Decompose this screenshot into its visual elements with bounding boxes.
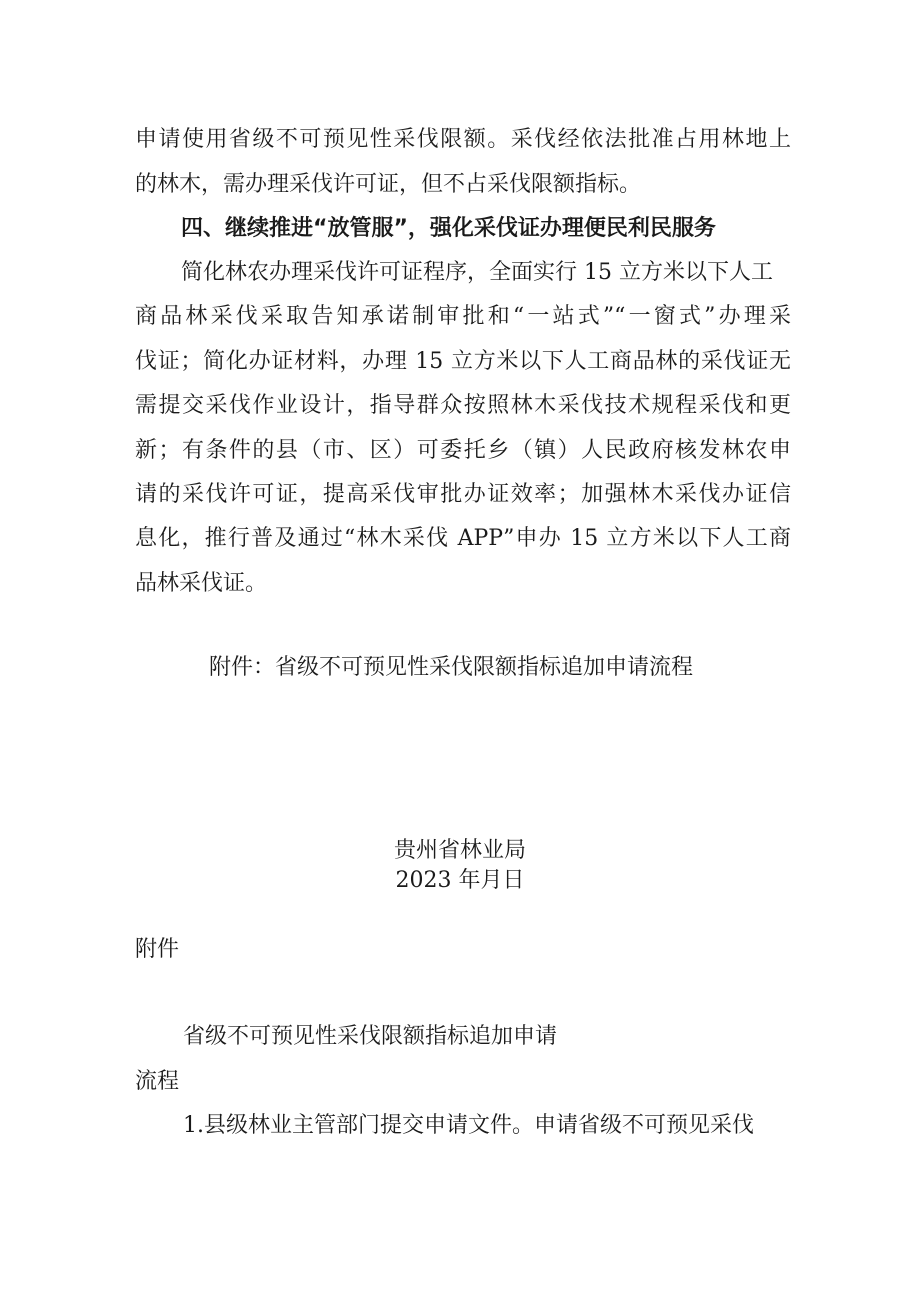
attachment-title: 省级不可预见性采伐限额指标追加申请 [183,1024,558,1049]
paragraph-line: 申请使用省级不可预见性采伐限额。采伐经依法批准占用林地上 [135,127,791,152]
paragraph-line: 伐证；简化办证材料，办理 15 立方米以下人工商品林的采伐证无 [135,349,791,374]
paragraph-line: 的林木，需办理采伐许可证，但不占采伐限额指标。 [135,172,642,197]
attachment-title-cont: 流程 [135,1069,180,1094]
paragraph-line: 息化，推行普及通过“林木采伐 APP”申办 15 立方米以下人工商 [135,526,791,551]
paragraph-line: 请的采伐许可证，提高采伐审批办证效率；加强林木采伐办证信 [135,482,791,507]
paragraph-line: 简化林农办理采伐许可证程序，全面实行 15 立方米以下人工 [181,260,773,285]
paragraph-line: 新；有条件的县（市、区）可委托乡（镇）人民政府核发林农申 [135,438,791,463]
section-heading: 四、继续推进“放管服”，强化采伐证办理便民利民服务 [181,216,716,241]
paragraph-line: 需提交采伐作业设计，指导群众按照林木采伐技术规程采伐和更 [135,393,791,418]
signature-org [0,836,920,866]
signature-date [0,866,920,896]
step-item: 1.县级林业主管部门提交申请文件。申请省级不可预见采伐 [183,1113,754,1138]
paragraph-line: 品林采伐证。 [135,571,268,596]
attachment-note: 附件：省级不可预见性采伐限额指标追加申请流程 [209,655,694,680]
signature-org-text: 贵州省林业局 [393,838,526,863]
attachment-label: 附件 [135,937,180,962]
paragraph-line: 商品林采伐采取告知承诺制审批和“一站式”“一窗式”办理采 [135,304,791,329]
signature-date-text: 2023 年月日 [395,868,525,893]
